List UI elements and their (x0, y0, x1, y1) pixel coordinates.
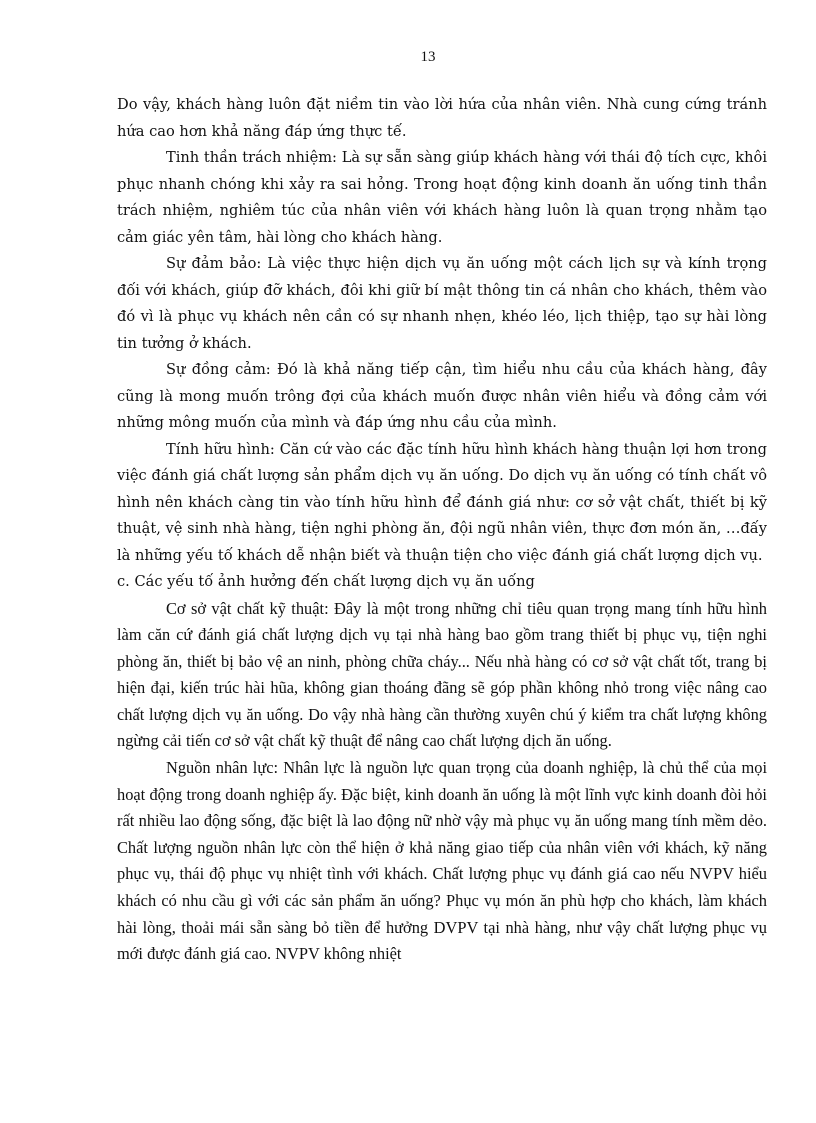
paragraph-human-resources: Nguồn nhân lực: Nhân lực là nguồn lực quan trọng của doanh nghiệp, là chủ thể của mọi hoạt động trong doanh nghiệp ấy. Đặc biệt, kinh doanh ăn uống là một lĩnh vực kinh doanh đòi hỏi rất nhiều lao động sống, đặc biệt là lao động nữ nhờ vậy mà phục vụ ăn uống mang tính mềm dẻo. Chất lượng nguồn nhân lực còn thể hiện ở khả năng giao tiếp của nhân viên với khách, kỹ năng phục vụ, thái độ phục vụ nhiệt tình với khách. Chất lượng phục vụ đánh giá cao nếu NVPV hiểu khách có nhu cầu gì với các sản phẩm ăn uống? Phục vụ món ăn phù hợp cho khách, làm khách hài lòng, thoải mái sẵn sàng bỏ tiền để hưởng DVPV tại nhà hàng, như vậy chất lượng phục vụ mới được đánh giá cao. NVPV không nhiệt (117, 758, 767, 964)
body-text (117, 92, 767, 968)
paragraph-assurance: Sự đảm bảo: Là việc thực hiện dịch vụ ăn uống một cách lịch sự và kính trọng đối với khách, giúp đỡ khách, đôi khi giữ bí mật thông tin cá nhân cho khách, thêm vào đó vì là phục vụ khách nên cần có sự nhanh nhẹn, khéo léo, lịch thiệp, tạo sự hài lòng tin tưởng ở khách. (117, 255, 767, 352)
section-heading-c: c. Các yếu tố ảnh hưởng đến chất lượng dịch vụ ăn uống (117, 573, 535, 590)
paragraph-reliability-end: Do vậy, khách hàng luôn đặt niềm tin vào lời hứa của nhân viên. Nhà cung cứng tránh hứa cao hơn khả năng đáp ứng thực tế. (117, 96, 767, 140)
page-number: 13 (420, 49, 436, 65)
paragraph-responsibility: Tinh thần trách nhiệm: Là sự sẵn sàng giúp khách hàng với thái độ tích cực, khôi phục nhanh chóng khi xảy ra sai hỏng. Trong hoạt động kinh doanh ăn uống tinh thần trách nhiệm, nghiêm túc của nhân viên với khách hàng luôn là quan trọng nhằm tạo cảm giác yên tâm, hài lòng cho khách hàng. (117, 149, 767, 246)
paragraph-facilities: Cơ sở vật chất kỹ thuật: Đây là một trong những chỉ tiêu quan trọng mang tính hữu hình làm căn cứ đánh giá chất lượng dịch vụ tại nhà hàng bao gồm trang thiết bị phục vụ, tiện nghi phòng ăn, thiết bị bảo vệ an ninh, phòng chữa cháy... Nếu nhà hàng có cơ sở vật chất tốt, trang bị hiện đại, kiến trúc hài hũa, không gian thoáng đãng sẽ góp phần không nhỏ trong việc nâng cao chất lượng dịch vụ ăn uống. Do vậy nhà hàng cần thường xuyên chú ý kiểm tra chất lượng không ngừng cải tiến cơ sở vật chất kỹ thuật để nâng cao chất lượng dịch ăn uống. (117, 598, 767, 751)
paragraph-tangibles: Tính hữu hình: Căn cứ vào các đặc tính hữu hình khách hàng thuận lợi hơn trong việc đánh giá chất lượng sản phẩm dịch vụ ăn uống. Do dịch vụ ăn uống có tính chất vô hình nên khách càng tin vào tính hữu hình để đánh giá như: cơ sở vật chất, thiết bị kỹ thuật, vệ sinh nhà hàng, tiện nghi phòng ăn, đội ngũ nhân viên, thực đơn món ăn, …đấy là những yếu tố khách dễ nhận biết và thuận tiện cho việc đánh giá chất lượng dịch vụ. (117, 440, 767, 564)
paragraph-empathy: Sự đồng cảm: Đó là khả năng tiếp cận, tìm hiểu nhu cầu của khách hàng, đây cũng là mong muốn trông đợi của khách muốn được nhân viên hiểu và đồng cảm với những mông muốn của mình và đáp ứng nhu cầu của mình. (117, 361, 767, 431)
